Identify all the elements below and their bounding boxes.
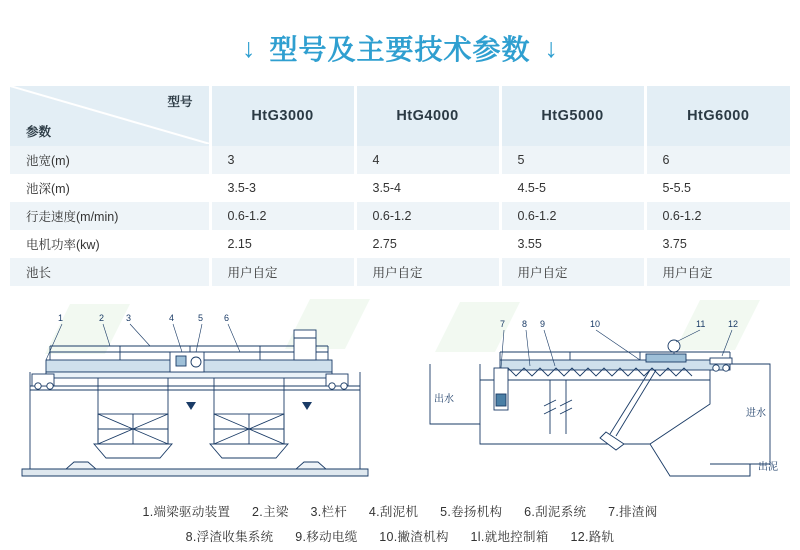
cell-value: 5 bbox=[500, 146, 645, 174]
callout-6: 6 bbox=[224, 313, 230, 323]
legend-item: 6.刮泥系统 bbox=[524, 505, 587, 519]
table-row bbox=[10, 146, 790, 174]
cell-value: 2.15 bbox=[210, 230, 355, 258]
legend-item: 9.移动电缆 bbox=[295, 530, 358, 544]
callout-5: 5 bbox=[198, 313, 204, 323]
legend-item: 12.路轨 bbox=[570, 530, 615, 544]
legend-item: 8.浮渣收集系统 bbox=[185, 530, 274, 544]
callout-9: 9 bbox=[540, 319, 546, 329]
table-row bbox=[10, 258, 790, 286]
technical-drawing bbox=[10, 294, 790, 494]
down-arrow-icon-left: ↓ bbox=[241, 32, 256, 63]
page-title-text: 型号及主要技术参数 bbox=[269, 34, 531, 65]
cell-value: 3.5-4 bbox=[355, 174, 500, 202]
right-callout-numbers bbox=[500, 319, 738, 329]
down-arrow-icon-right: ↓ bbox=[544, 32, 558, 63]
cell-value: 0.6-1.2 bbox=[355, 202, 500, 230]
cell-value: 4 bbox=[355, 146, 500, 174]
table-row bbox=[10, 174, 790, 202]
cell-value: 2.75 bbox=[355, 230, 500, 258]
callout-2: 2 bbox=[99, 313, 105, 323]
label-inlet: 进水 bbox=[746, 408, 766, 419]
legend-item: 10.撇渣机构 bbox=[379, 530, 449, 544]
cell-value: 3.5-3 bbox=[210, 174, 355, 202]
column-header-htg4000: HtG4000 bbox=[355, 86, 500, 146]
column-header-htg3000: HtG3000 bbox=[210, 86, 355, 146]
page-title bbox=[0, 0, 800, 86]
legend-item: 4.刮泥机 bbox=[368, 505, 419, 519]
callout-8: 8 bbox=[522, 319, 528, 329]
cell-value: 4.5-5 bbox=[500, 174, 645, 202]
callout-12: 12 bbox=[728, 319, 739, 329]
corner-param-label: 参数 bbox=[26, 125, 52, 139]
cell-value: 用户自定 bbox=[645, 258, 790, 286]
legend-item: 7.排渣阀 bbox=[608, 505, 658, 519]
cell-value: 3.75 bbox=[645, 230, 790, 258]
row-label: 池深(m) bbox=[10, 174, 210, 202]
table-row bbox=[10, 230, 790, 258]
row-label: 行走速度(m/min) bbox=[10, 202, 210, 230]
cell-value: 3.55 bbox=[500, 230, 645, 258]
callout-4: 4 bbox=[169, 313, 175, 323]
drawing-canvas bbox=[10, 294, 790, 494]
legend-line-1 bbox=[10, 500, 790, 525]
cell-value: 0.6-1.2 bbox=[645, 202, 790, 230]
cell-value: 用户自定 bbox=[500, 258, 645, 286]
cell-value: 0.6-1.2 bbox=[210, 202, 355, 230]
table-header-row bbox=[10, 86, 790, 146]
table-corner-cell bbox=[10, 86, 210, 146]
cell-value: 5-5.5 bbox=[645, 174, 790, 202]
cell-value: 0.6-1.2 bbox=[500, 202, 645, 230]
legend-item: 2.主梁 bbox=[252, 505, 289, 519]
cell-value: 3 bbox=[210, 146, 355, 174]
legend-item: 1l.就地控制箱 bbox=[470, 530, 549, 544]
callout-11: 11 bbox=[696, 319, 706, 329]
label-sludge-out: 出泥 bbox=[758, 462, 778, 473]
row-label: 池宽(m) bbox=[10, 146, 210, 174]
cell-value: 用户自定 bbox=[210, 258, 355, 286]
row-label: 池长 bbox=[10, 258, 210, 286]
spec-table bbox=[10, 86, 790, 286]
corner-model-label: 型号 bbox=[167, 95, 193, 109]
legend bbox=[10, 500, 790, 550]
callout-10: 10 bbox=[590, 319, 601, 329]
cell-value: 6 bbox=[645, 146, 790, 174]
column-header-htg5000: HtG5000 bbox=[500, 86, 645, 146]
row-label: 电机功率(kw) bbox=[10, 230, 210, 258]
column-header-htg6000: HtG6000 bbox=[645, 86, 790, 146]
legend-item: 3.栏杆 bbox=[310, 505, 348, 519]
cell-value: 用户自定 bbox=[355, 258, 500, 286]
label-outlet: 出水 bbox=[434, 394, 454, 405]
callout-7: 7 bbox=[500, 319, 506, 329]
table-row bbox=[10, 202, 790, 230]
legend-item: 5.卷扬机构 bbox=[440, 505, 503, 519]
legend-item: 1.端梁驱动装置 bbox=[142, 505, 231, 519]
callout-1: 1 bbox=[58, 313, 64, 323]
legend-line-2 bbox=[10, 525, 790, 550]
callout-3: 3 bbox=[126, 313, 132, 323]
